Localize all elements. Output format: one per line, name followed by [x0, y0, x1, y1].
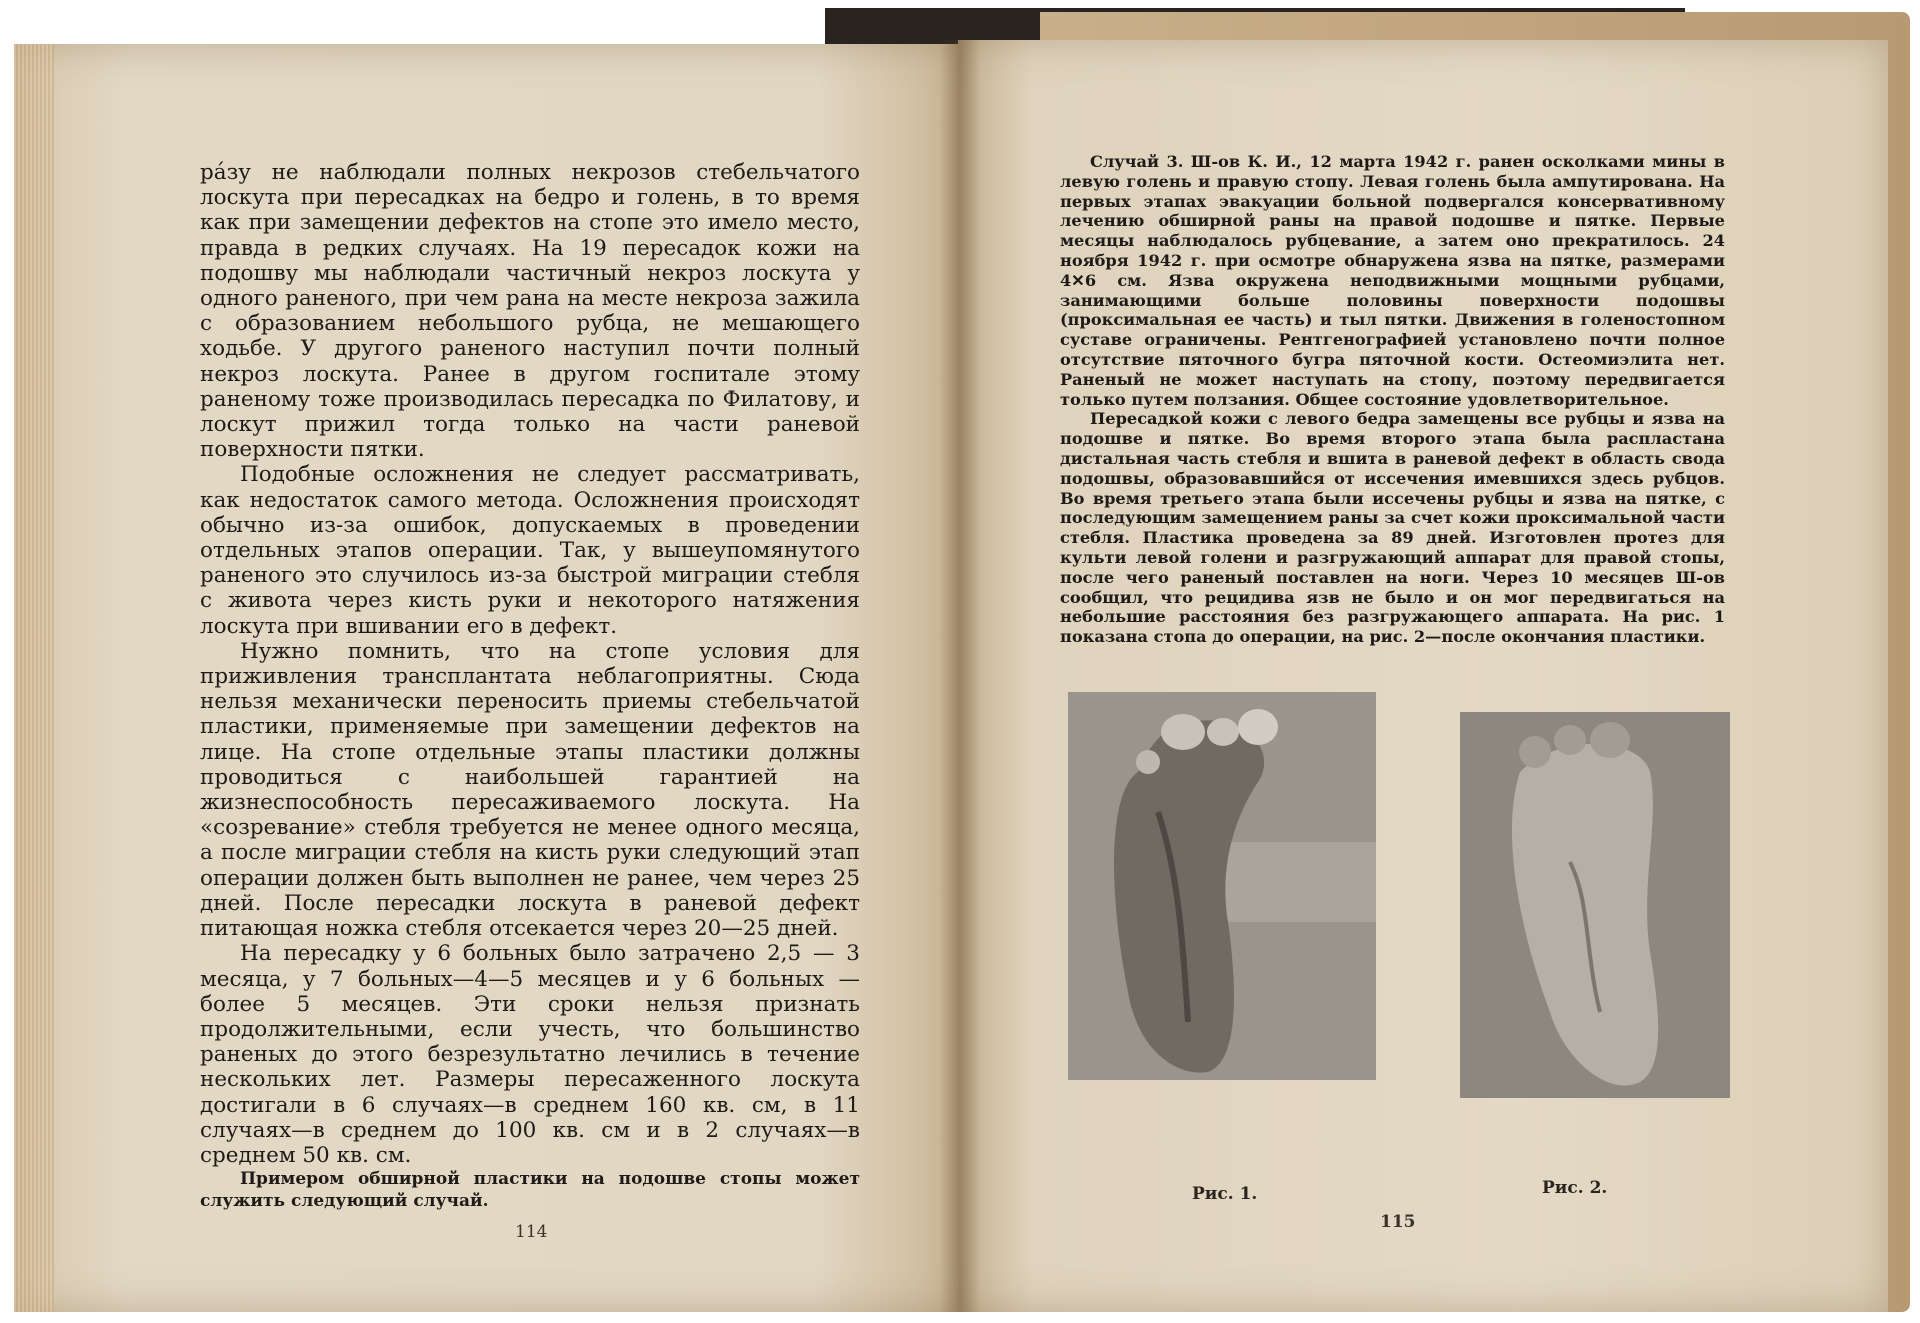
foot-photo-before-icon — [1068, 692, 1376, 1080]
left-page-text — [200, 160, 860, 1212]
foot-photo-after-icon — [1460, 712, 1730, 1098]
paragraph: Подобные осложнения не следует рассматривать, как недостаток самого метода. Осложнения происходят обычно из-за ошибок, допускаемых в проведении отдельных этапов операции. Так, у вышеупомянутого раненого это случилось из-за быстрой миграции стебля с живота через кисть руки и некоторого натяжения лоскута при вшивании его в дефект. — [200, 462, 860, 639]
figure-2-photo — [1460, 712, 1730, 1098]
paragraph: ра́зу не наблюдали полных некрозов стебельчатого лоскута при пересадках на бедро и голень, в то время как при замещении дефектов на стопе это имело место, правда в редких случаях. На 19 пересадок кожи на подошву мы наблюдали частичный некроз лоскута у одного раненого, при чем рана на месте некроза зажила с образованием небольшого рубца, не мешающего ходьбе. У другого раненого наступил почти полный некроз лоскута. Ранее в другом госпитале этому раненому тоже производилась пересадка по Филатову, и лоскут прижил тогда только на части раневой поверхности пятки. — [200, 160, 860, 463]
paragraph: Примером обширной пластики на подошве стопы может служить следующий случай. — [200, 1169, 860, 1212]
page-edges — [14, 44, 54, 1312]
page-number-right: 115 — [1380, 1212, 1416, 1232]
figure-1-caption: Рис. 1. — [1192, 1184, 1258, 1204]
right-page-text — [1060, 152, 1725, 647]
figure-1-photo — [1068, 692, 1376, 1080]
page-number-left: 114 — [515, 1222, 548, 1242]
paragraph: На пересадку у 6 больных было затрачено 2,5 — 3 месяца, у 7 больных—4—5 месяцев и у 6 больных — более 5 месяцев. Эти сроки нельзя признать продолжительными, если учесть, что большинство раненых до этого безрезультатно лечились в течение нескольких лет. Размеры пересаженного лоскута достигали в 6 случаях—в среднем 160 кв. см, в 11 случаях—в среднем до 100 кв. см и в 2 случаях—в среднем 50 кв. см. — [200, 941, 860, 1168]
figure-2-caption: Рис. 2. — [1542, 1178, 1608, 1198]
paragraph: Нужно помнить, что на стопе условия для приживления трансплантата неблагоприятны. Сюда нельзя механически переносить приемы стебельчатой пластики, применяемые при замещении дефектов на лице. На стопе отдельные этапы пластики должны проводиться с наибольшей гарантией на жизнеспособность пересаживаемого лоскута. На «созревание» стебля требуется не менее одного месяца, а после миграции стебля на кисть руки следующий этап операции должен быть выполнен не ранее, чем через 25 дней. После пересадки лоскута в раневой дефект питающая ножка стебля отсекается через 20—25 дней. — [200, 638, 860, 942]
paragraph: Случай 3. Ш-ов К. И., 12 марта 1942 г. ранен осколками мины в левую голень и правую стопу. Левая голень была ампутирована. На первых этапах эвакуации больной подвергался консервативному лечению обширной раны на правой подошве и пятке. Первые месяцы наблюдалось рубцевание, а затем оно прекратилось. 24 ноября 1942 г. при осмотре обнаружена язва на пятке, размерами 4✕6 см. Язва окружена неподвижными мощными рубцами, занимающими больше половины поверхности подошвы (проксимальная ее часть) и тыл пятки. Движения в голеностопном суставе ограничены. Рентгенографией установлено почти полное отсутствие пяточного бугра пяточной кости. Остеомиэлита нет. Раненый не может наступать на стопу, поэтому передвигается только путем ползания. Общее состояние удовлетворительное. — [1060, 152, 1725, 409]
paragraph: Пересадкой кожи с левого бедра замещены все рубцы и язва на подошве и пятке. Во время второго этапа была распластана дистальная часть стебля и вшита в раневой дефект в область свода подошвы, образовавшийся от иссечения имевшихся здесь рубцов. Во время третьего этапа были иссечены рубцы и язва на пятке, с последующим замещением раны за счет кожи проксимальной части стебля. Пластика проведена за 89 дней. Изготовлен протез для культи левой голени и разгружающий аппарат для правой стопы, после чего раненый поставлен на ноги. Через 10 месяцев Ш-ов сообщил, что рецидива язв не было и он мог передвигаться на небольшие расстояния без разгружающего аппарата. На рис. 1 показана стопа до операции, на рис. 2—после окончания пластики. — [1060, 409, 1725, 647]
book-gutter — [940, 40, 980, 1312]
